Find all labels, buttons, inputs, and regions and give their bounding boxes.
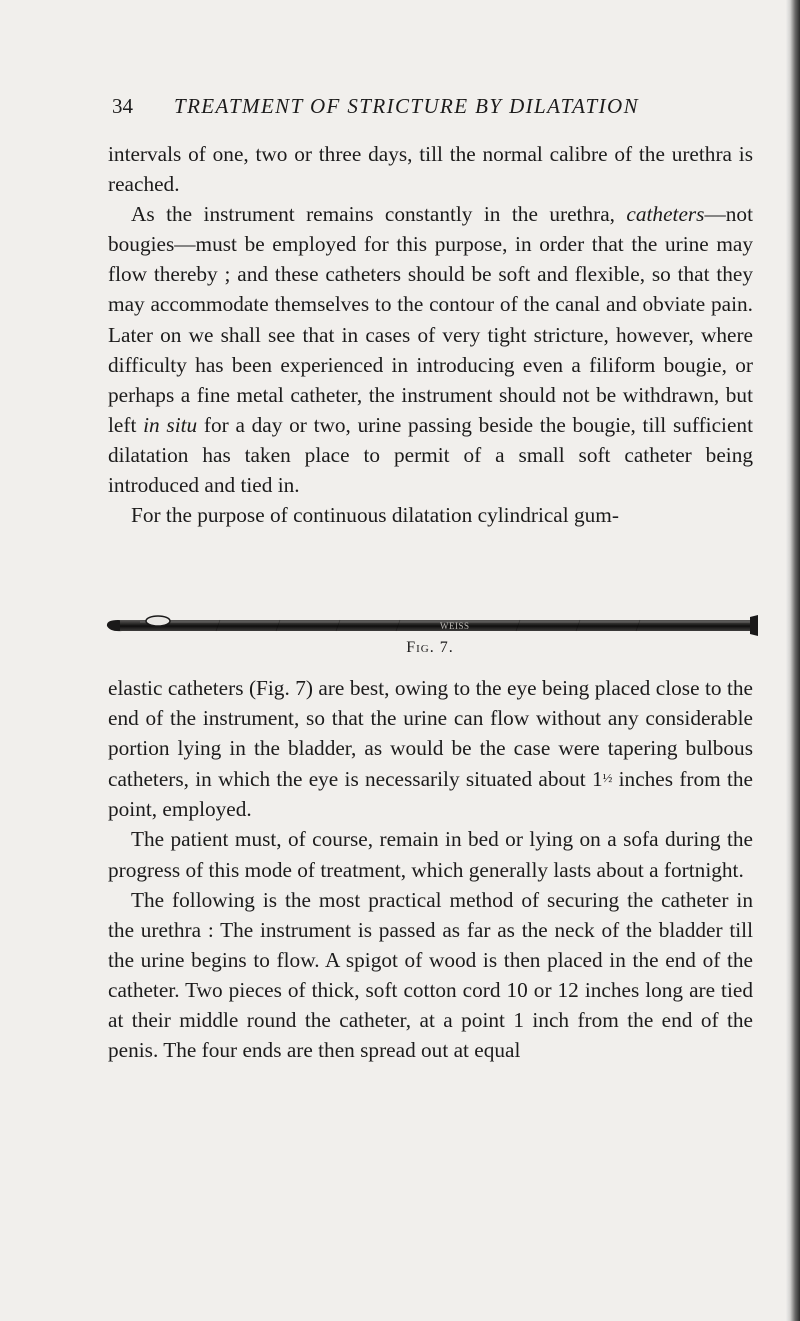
paragraph-text: The patient must, of course, remain in bed or lying on a sofa during the progress of this mode of treatment, which generally lasts about a fortnight. xyxy=(108,827,753,882)
paragraph xyxy=(108,139,753,199)
paragraph-text: For the purpose of continuous dilatation cylindrical gum- xyxy=(131,503,619,528)
maker-mark: WEISS xyxy=(440,621,470,631)
emphasis-text: catheters xyxy=(626,202,705,227)
body-text-bottom xyxy=(108,673,753,1065)
paragraph-text: As the instrument remains constantly in the urethra, xyxy=(131,202,627,227)
paragraph-text: intervals of one, two or three days, till the normal calibre of the urethra is reached. xyxy=(108,142,753,197)
paragraph-text: The following is the most practical method of securing the catheter in the urethra : The instrument is passed as far as the neck of the bladder till the urine begins to flow. A spigot of wood is then placed in the end of the catheter. Two pieces of thick, soft cotton cord 10 or 12 inches long are tied at their middle round the catheter, at a point 1 inch from the end of the penis. The four ends are then spread out at equal xyxy=(108,887,753,1063)
figure-caption: Fig. 7. xyxy=(406,639,454,656)
paragraph xyxy=(108,500,753,530)
emphasis-text: in situ xyxy=(143,412,198,437)
page-number: 34 xyxy=(112,94,133,118)
paragraph xyxy=(108,824,753,884)
paragraph xyxy=(108,199,753,500)
catheter-eye xyxy=(146,616,170,626)
paragraph xyxy=(108,885,753,1066)
paragraph-text: —not bougies—must be employed for this purpose, in order that the urine may flow thereby ; and these catheters should be soft and flexible, so that they may accommodate themselves to the contour of the canal and obviate pain. Later on we shall see that in cases of very tight stricture, however, where difficulty has been experienced in introducing even a filiform bougie, or perhaps a fine metal catheter, the instrument should not be withdrawn, but left xyxy=(108,202,753,437)
paragraph-text: inches from the point, employed. xyxy=(108,767,754,822)
running-head xyxy=(112,92,732,120)
paragraph-text: for a day or two, urine passing beside the bougie, till sufficient dilatation has taken place to permit of a small soft catheter being introduced and tied in. xyxy=(108,412,753,498)
catheter-illustration xyxy=(100,598,760,638)
running-title: TREATMENT OF STRICTURE BY DILATATION xyxy=(174,94,639,118)
paragraph xyxy=(108,673,753,824)
binding-edge xyxy=(786,0,800,1321)
figure-catheter xyxy=(100,598,760,656)
fraction: ½ xyxy=(602,770,613,786)
body-text-top xyxy=(108,139,753,530)
paragraph-text: elastic catheters (Fig. 7) are best, owing to the eye being placed close to the end of the instrument, so that the urine can flow without any considerable portion lying in the bladder, as would be the case were tapering bulbous catheters, in which the eye is necessarily situated about 1 xyxy=(108,676,753,792)
